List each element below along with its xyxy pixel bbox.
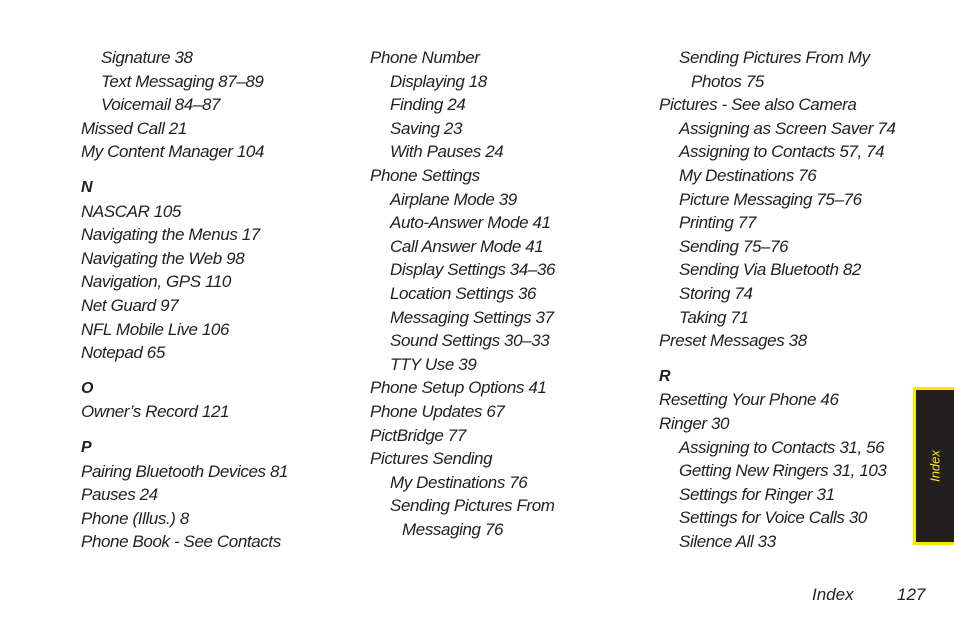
- index-subentry: Airplane Mode 39: [390, 189, 517, 209]
- section-letter: R: [659, 367, 671, 385]
- index-subentry: Location Settings 36: [390, 283, 537, 303]
- side-tab-label: Index: [927, 450, 943, 482]
- index-entry: Phone Settings: [370, 165, 480, 185]
- index-entry: Navigation, GPS 110: [81, 272, 231, 292]
- index-subentry: Silence All 33: [679, 531, 776, 551]
- index-subentry: Finding 24: [390, 95, 466, 115]
- index-entry: NFL Mobile Live 106: [81, 319, 230, 339]
- index-entry: Phone Number: [370, 48, 480, 67]
- index-subentry: Printing 77: [679, 213, 756, 233]
- index-subentry: Taking 71: [679, 307, 749, 327]
- index-entry: Pairing Bluetooth Devices 81: [81, 461, 289, 481]
- index-subentry: Call Answer Mode 41: [390, 236, 544, 256]
- index-entry: Navigating the Web 98: [81, 248, 245, 268]
- index-side-tab: [913, 387, 954, 545]
- index-entry: Navigating the Menus 17: [81, 225, 260, 245]
- index-subentry: My Destinations 76: [390, 472, 528, 492]
- index-subentry: Signature 38: [101, 48, 193, 67]
- section-letter: N: [81, 178, 93, 196]
- index-subentry: Voicemail 84–87: [101, 95, 221, 115]
- index-entry: Notepad 65: [81, 343, 165, 363]
- index-subentry: Assigning to Contacts 31, 56: [679, 437, 885, 457]
- index-subentry: Settings for Voice Calls 30: [679, 508, 867, 528]
- index-entry: My Content Manager 104: [81, 142, 265, 162]
- index-subentry: Settings for Ringer 31: [679, 484, 835, 504]
- index-subentry: Displaying 18: [390, 71, 487, 91]
- index-column-2: [370, 46, 650, 541]
- index-entry: Resetting Your Phone 46: [659, 390, 839, 410]
- index-column-3: [659, 46, 919, 553]
- index-subentry: Sending Pictures From: [390, 496, 555, 516]
- index-subentry: Sending Via Bluetooth 82: [679, 260, 861, 280]
- index-entry: NASCAR 105: [81, 201, 181, 221]
- index-subentry: Sending Pictures From My: [679, 48, 870, 67]
- index-entry: Phone (Illus.) 8: [81, 508, 189, 528]
- index-subentry: Sound Settings 30–33: [390, 331, 550, 351]
- index-entry: Phone Book - See Contacts: [81, 532, 281, 552]
- section-letter: P: [81, 438, 92, 456]
- index-entry: Phone Setup Options 41: [370, 378, 547, 398]
- footer-page-number: 127: [897, 585, 926, 604]
- index-entry: Missed Call 21: [81, 118, 187, 138]
- index-subentry: With Pauses 24: [390, 142, 504, 162]
- index-subentry: Text Messaging 87–89: [101, 71, 264, 91]
- index-entry: Net Guard 97: [81, 295, 179, 315]
- index-subentry: Display Settings 34–36: [390, 260, 556, 280]
- section-letter: O: [81, 379, 94, 397]
- index-subentry: Auto-Answer Mode 41: [390, 213, 551, 233]
- index-subentry-continuation: Messaging 76: [402, 519, 504, 539]
- index-subentry: Picture Messaging 75–76: [679, 189, 862, 209]
- index-entry: Preset Messages 38: [659, 331, 807, 351]
- index-subentry: TTY Use 39: [390, 354, 477, 374]
- index-subentry: Getting New Ringers 31, 103: [679, 461, 887, 481]
- index-subentry: Assigning as Screen Saver 74: [679, 118, 896, 138]
- index-subentry: Sending 75–76: [679, 236, 789, 256]
- index-subentry: My Destinations 76: [679, 165, 817, 185]
- index-subentry: Saving 23: [390, 118, 463, 138]
- index-subentry: Messaging Settings 37: [390, 307, 554, 327]
- index-entry: Ringer 30: [659, 413, 730, 433]
- index-subentry-continuation: Photos 75: [691, 71, 764, 91]
- index-subentry: Storing 74: [679, 283, 753, 303]
- index-entry: Owner’s Record 121: [81, 402, 230, 422]
- footer-section-title: Index: [812, 585, 854, 604]
- index-entry: Phone Updates 67: [370, 401, 505, 421]
- index-entry: Pictures Sending: [370, 449, 493, 469]
- index-entry: Pictures - See also Camera: [659, 95, 857, 115]
- index-entry: PictBridge 77: [370, 425, 466, 445]
- index-subentry: Assigning to Contacts 57, 74: [679, 142, 885, 162]
- index-column-1: [81, 46, 361, 554]
- index-entry: Pauses 24: [81, 485, 158, 505]
